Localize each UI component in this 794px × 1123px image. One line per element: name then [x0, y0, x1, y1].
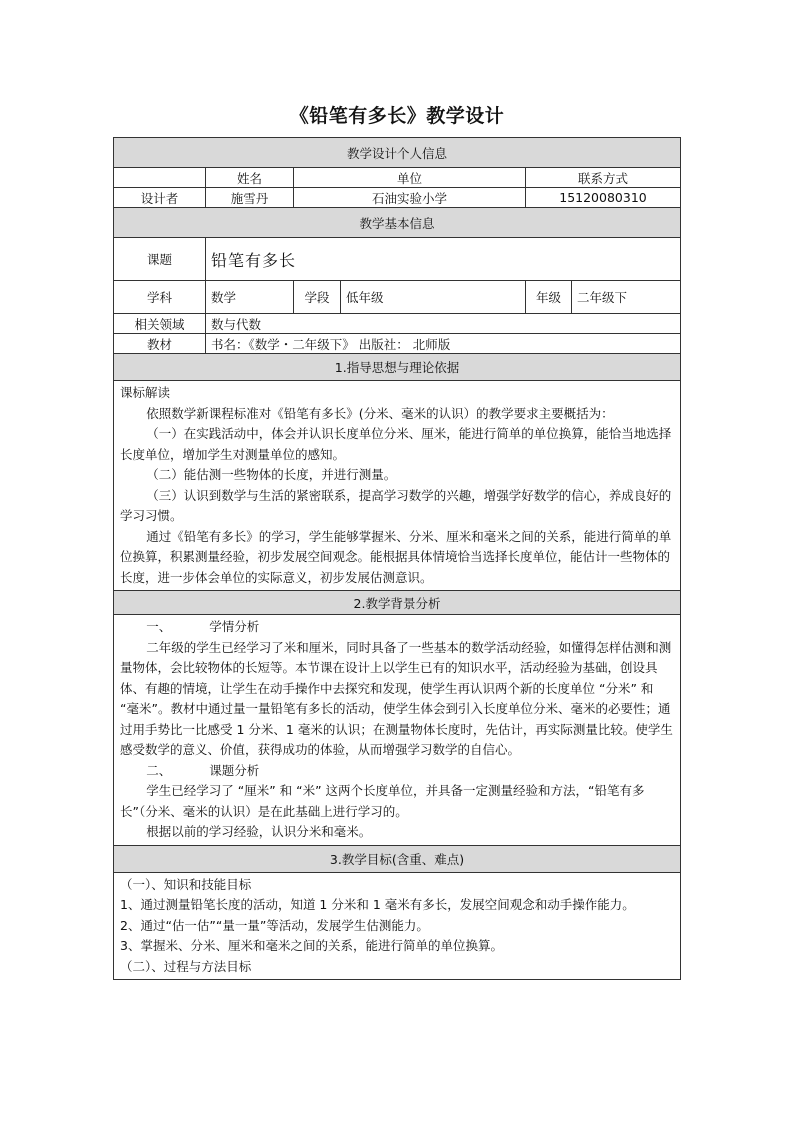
- textbook-value: 书名：《数学・二年级下》 出版社： 北师版: [206, 334, 681, 354]
- subheading-text: 学情分析: [209, 619, 260, 634]
- personal-info-header: 教学设计个人信息: [114, 138, 681, 168]
- stage-label: 学段: [294, 281, 341, 314]
- goal-item: 2、通过“估一估”“量一量”等活动，发展学生估测能力。: [120, 917, 429, 933]
- unit-column-header: 单位: [294, 168, 526, 188]
- subject-value: 数学: [206, 281, 294, 314]
- textbook-label: 教材: [114, 334, 206, 354]
- document-title: 《铅笔有多长》教学设计: [289, 105, 505, 127]
- section3-subheading: （二）、过程与方法目标: [120, 958, 252, 974]
- designer-name: 施雪丹: [206, 188, 294, 208]
- domain-label: 相关领域: [114, 314, 206, 334]
- name-column-header: 姓名: [206, 168, 294, 188]
- lesson-plan-table: [113, 137, 681, 980]
- section3-header: 3.教学目标(含重、难点): [114, 845, 681, 872]
- topic-label: 课题: [114, 238, 206, 281]
- section1-paragraph: （一）在实践活动中，体会并认识长度单位分米、厘米，能进行简单的单位换算，能恰当地选择长度单位，增加学生对测量单位的感知。: [120, 426, 672, 462]
- section1-body: [114, 381, 681, 591]
- section1-subheading: 课标解读: [120, 385, 171, 400]
- subheading-text: 课题分析: [209, 762, 260, 778]
- grade-label: 年级: [526, 281, 572, 314]
- grade-value: 二年级下: [572, 281, 681, 314]
- section2-paragraph: 二年级的学生已经学习了米和厘米，同时具备了一些基本的数学活动经验，如懂得怎样估测和测量物体，会比较物体的长短等。本节课在设计上以学生已有的知识水平，活动经验为基础，创设具体、有趣的情境，让学生在动手操作中去探究和发现，使学生再认识两个新的长度单位 “分米” 和 “毫米”。教材中通过量一量铅笔有多长的活动，使学生体会到引入长度单位分米、毫米的必要性；通过用手势比一比感受 1 分米、1 毫米的认识；在测量物体长度时，先估计，再实际测量比较。使学生感受数学的意义、价值，获得成功的体验，从而增强学习数学的自信心。: [120, 639, 673, 757]
- section2-paragraph: 学生已经学习了 “厘米” 和 “米” 这两个长度单位，并具备一定测量经验和方法，“铅笔有多长”（分米、毫米的认识）是在此基础上进行学习的。: [120, 783, 645, 819]
- section1-paragraph: （三）认识到数学与生活的紧密联系，提高学习数学的兴趣，增强学好数学的信心，养成良好的学习习惯。: [120, 487, 672, 523]
- blank-cell: [114, 168, 206, 188]
- subheading-number: 二、: [146, 762, 172, 778]
- basic-info-header: 教学基本信息: [114, 208, 681, 238]
- subject-label: 学科: [114, 281, 206, 314]
- section1-paragraph: （二）能估测一些物体的长度，并进行测量。: [146, 467, 397, 482]
- designer-contact: 15120080310: [526, 188, 681, 208]
- contact-column-header: 联系方式: [526, 168, 681, 188]
- domain-value: 数与代数: [206, 314, 681, 334]
- topic-value: 铅笔有多长: [206, 238, 681, 281]
- subheading-number: 一、: [146, 619, 172, 634]
- goal-item: 3、掌握米、分米、厘米和毫米之间的关系，能进行简单的单位换算。: [120, 938, 503, 953]
- section2-header: 2.教学背景分析: [114, 591, 681, 615]
- section3-body: [114, 872, 681, 980]
- section2-subheading: [120, 617, 676, 638]
- section1-header: 1.指导思想与理论依据: [114, 354, 681, 381]
- designer-label: 设计者: [114, 188, 206, 208]
- section1-paragraph: 依照数学新课程标准对《铅笔有多长》(分米、毫米的认识）的教学要求主要概括为：: [146, 405, 614, 421]
- section2-subheading: [120, 761, 676, 782]
- section1-paragraph: 通过《铅笔有多长》的学习，学生能够掌握米、分米、厘米和毫米之间的关系，能进行简单的单位换算，积累测量经验，初步发展空间观念。能根据具体情境恰当选择长度单位，能估计一些物体的长度，进一步体会单位的实际意义，初步发展估测意识。: [120, 528, 672, 585]
- section2-body: [114, 615, 681, 846]
- section2-paragraph: 根据以前的学习经验，认识分米和毫米。: [146, 824, 372, 839]
- stage-value: 低年级: [341, 281, 526, 314]
- designer-unit: 石油实验小学: [294, 188, 526, 208]
- section3-subheading: （一）、知识和技能目标: [120, 876, 252, 892]
- goal-item: 1、通过测量铅笔长度的活动，知道 1 分米和 1 毫米有多长，发展空间观念和动手操作能力。: [120, 897, 635, 912]
